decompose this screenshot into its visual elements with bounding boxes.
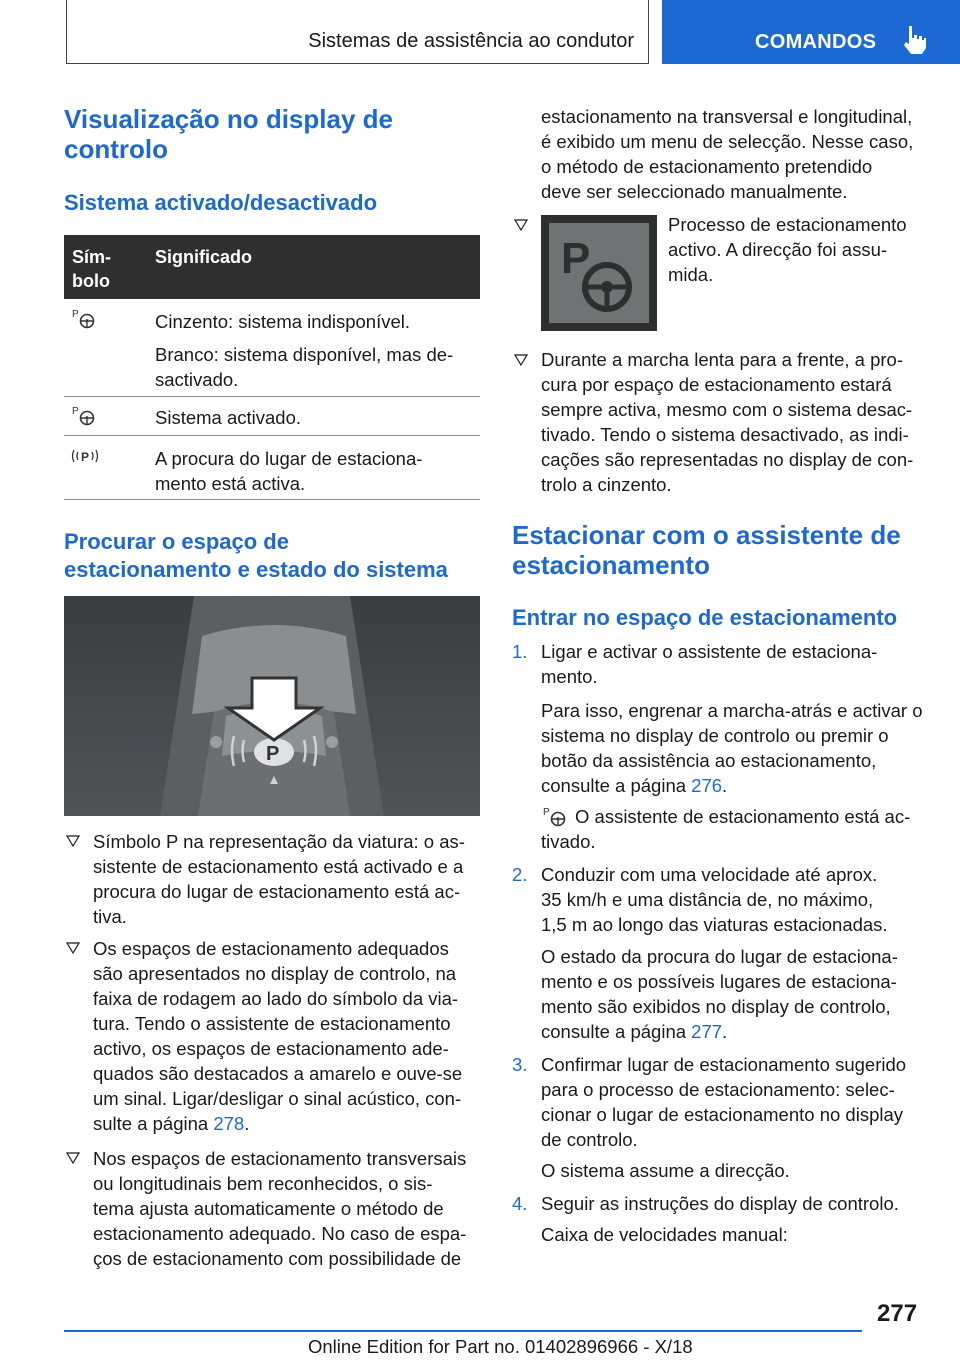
pbox-caption: Processo de estacionamento activo. A direcção foi assu‐ mida. bbox=[668, 214, 907, 285]
heading-display: Visualização no display de controlo bbox=[64, 104, 393, 164]
park-assist-steering-wheel-icon bbox=[70, 306, 100, 330]
park-assist-active-icon bbox=[70, 403, 100, 427]
heading-system-status: Sistema activado/desactivado bbox=[64, 190, 378, 215]
svg-text:P: P bbox=[266, 743, 280, 765]
step-note-a: O assistente de estacionamento está ac‐ bbox=[575, 806, 911, 827]
svg-text:P: P bbox=[81, 450, 90, 464]
svg-text:P: P bbox=[543, 807, 550, 818]
section-title: Sistemas de assistência ao condutor bbox=[308, 30, 634, 52]
bullet-text-continued: estacionamento na transversal e longitudinal, é exibido um menu de selecção. Nesse caso, o método de estacionamento pretendido deve ser seleccionado manualmente. bbox=[541, 106, 914, 202]
step-note-b: tivado. bbox=[541, 831, 596, 852]
parking-display-illustration bbox=[64, 596, 480, 816]
step-number: 4. bbox=[512, 1193, 528, 1214]
park-assist-active-symbol-icon bbox=[541, 215, 657, 331]
svg-text:P: P bbox=[561, 234, 591, 283]
table-header-meaning: Significado bbox=[155, 247, 253, 267]
svg-text:P: P bbox=[72, 406, 79, 417]
table-bottom-rule bbox=[64, 499, 480, 500]
table-row-1-text-a: Cinzento: sistema indisponível. bbox=[155, 311, 411, 332]
step-text: Confirmar lugar de estacionamento sugerido para o processo de estacionamento: selec‐ cionar o lugar de estacionamento no display de controlo. bbox=[541, 1054, 907, 1150]
bullet-triangle-icon bbox=[514, 218, 528, 232]
page-link[interactable]: 278 bbox=[213, 1113, 245, 1134]
park-assist-steering-wheel-icon bbox=[541, 804, 571, 828]
bullet-text: Nos espaços de estacionamento transversais ou longitudinais bem reconhecidos, o sis‐ tema ajusta automaticamente o método de estacionamento adequado. No caso de espa‐ ços de estacionamento com possibilidade de bbox=[93, 1148, 467, 1269]
svg-text:P: P bbox=[72, 309, 79, 320]
footer-edition: Online Edition for Part no. 01402896966 - X/18 bbox=[308, 1336, 693, 1357]
table-row-2-text: Sistema activado. bbox=[155, 407, 302, 428]
step-number: 1. bbox=[512, 641, 528, 662]
step-text: Conduzir com uma velocidade até aprox. 35 km/h e uma distância de, no máximo, 1,5 m ao longo das viaturas estacionadas. bbox=[541, 864, 888, 935]
table-header-symbol: Sím‐ bolo bbox=[72, 247, 112, 291]
step-text: Ligar e activar o assistente de estaciona‐ mento. bbox=[541, 641, 878, 687]
page-number: 277 bbox=[877, 1300, 918, 1327]
chapter-tab-label: COMANDOS bbox=[755, 31, 877, 53]
bullet-text: Símbolo P na representação da viatura: o as‐ sistente de estacionamento está activado e a procura do lugar de estacionamento está ac‐ tiva. bbox=[93, 831, 465, 927]
footer-rule bbox=[64, 1330, 862, 1332]
parking-search-icon bbox=[70, 444, 100, 468]
header-section-box bbox=[66, 0, 649, 64]
step-text: Seguir as instruções do display de controlo. bbox=[541, 1193, 899, 1214]
step-detail: Para isso, engrenar a marcha-atrás e activar o sistema no display de controlo ou premir o botão da assistência ao estacionamento, consulte a página 276. bbox=[541, 700, 923, 796]
table-divider bbox=[64, 396, 480, 397]
bullet-text: Os espaços de estacionamento adequados são apresentados no display de controlo, na faixa de rodagem ao lado do símbolo da via‐ tura. Tendo o assistente de estacionamento activo, os espaços de estacionamento ade‐ quados são destacados a amarelo e ouve-se um sinal. Ligar/desligar o sinal acústico, con‐ sulte a página 278. bbox=[93, 938, 463, 1134]
heading-search-status: Procurar o espaço de estacionamento e estado do sistema bbox=[64, 529, 448, 582]
table-row-1-text-b: Branco: sistema disponível, mas de‐ sactivado. bbox=[155, 344, 454, 390]
bullet-triangle-icon bbox=[66, 941, 80, 955]
page-link[interactable]: 276 bbox=[691, 775, 723, 796]
step-detail: Caixa de velocidades manual: bbox=[541, 1224, 788, 1245]
step-number: 2. bbox=[512, 864, 528, 885]
bullet-text: Durante a marcha lenta para a frente, a pro‐ cura por espaço de estacionamento estará sempre activa, mesmo com o sistema desac‐ tivado. Tendo o sistema desactivado, as indi‐ cações são representadas no display de con‐ trolo a cinzento. bbox=[541, 349, 914, 495]
heading-enter-space: Entrar no espaço de estacionamento bbox=[512, 605, 898, 630]
step-detail: O estado da procura do lugar de estaciona‐ mento e os possíveis lugares de estaciona‐ mento são exibidos no display de controlo, consulte a página 277. bbox=[541, 946, 898, 1042]
bullet-triangle-icon bbox=[514, 353, 528, 367]
page-link[interactable]: 277 bbox=[691, 1021, 723, 1042]
step-number: 3. bbox=[512, 1054, 528, 1075]
table-divider bbox=[64, 435, 480, 436]
bullet-triangle-icon bbox=[66, 834, 80, 848]
table-row-3-text: A procura do lugar de estaciona‐ mento está activa. bbox=[155, 448, 423, 494]
bullet-triangle-icon bbox=[66, 1151, 80, 1165]
heading-park-with-assistant: Estacionar com o assistente de estacionamento bbox=[512, 520, 901, 580]
table-header bbox=[64, 235, 480, 299]
hand-pointer-icon bbox=[900, 24, 928, 56]
chapter-tab[interactable] bbox=[662, 0, 960, 64]
step-detail: O sistema assume a direcção. bbox=[541, 1160, 790, 1181]
